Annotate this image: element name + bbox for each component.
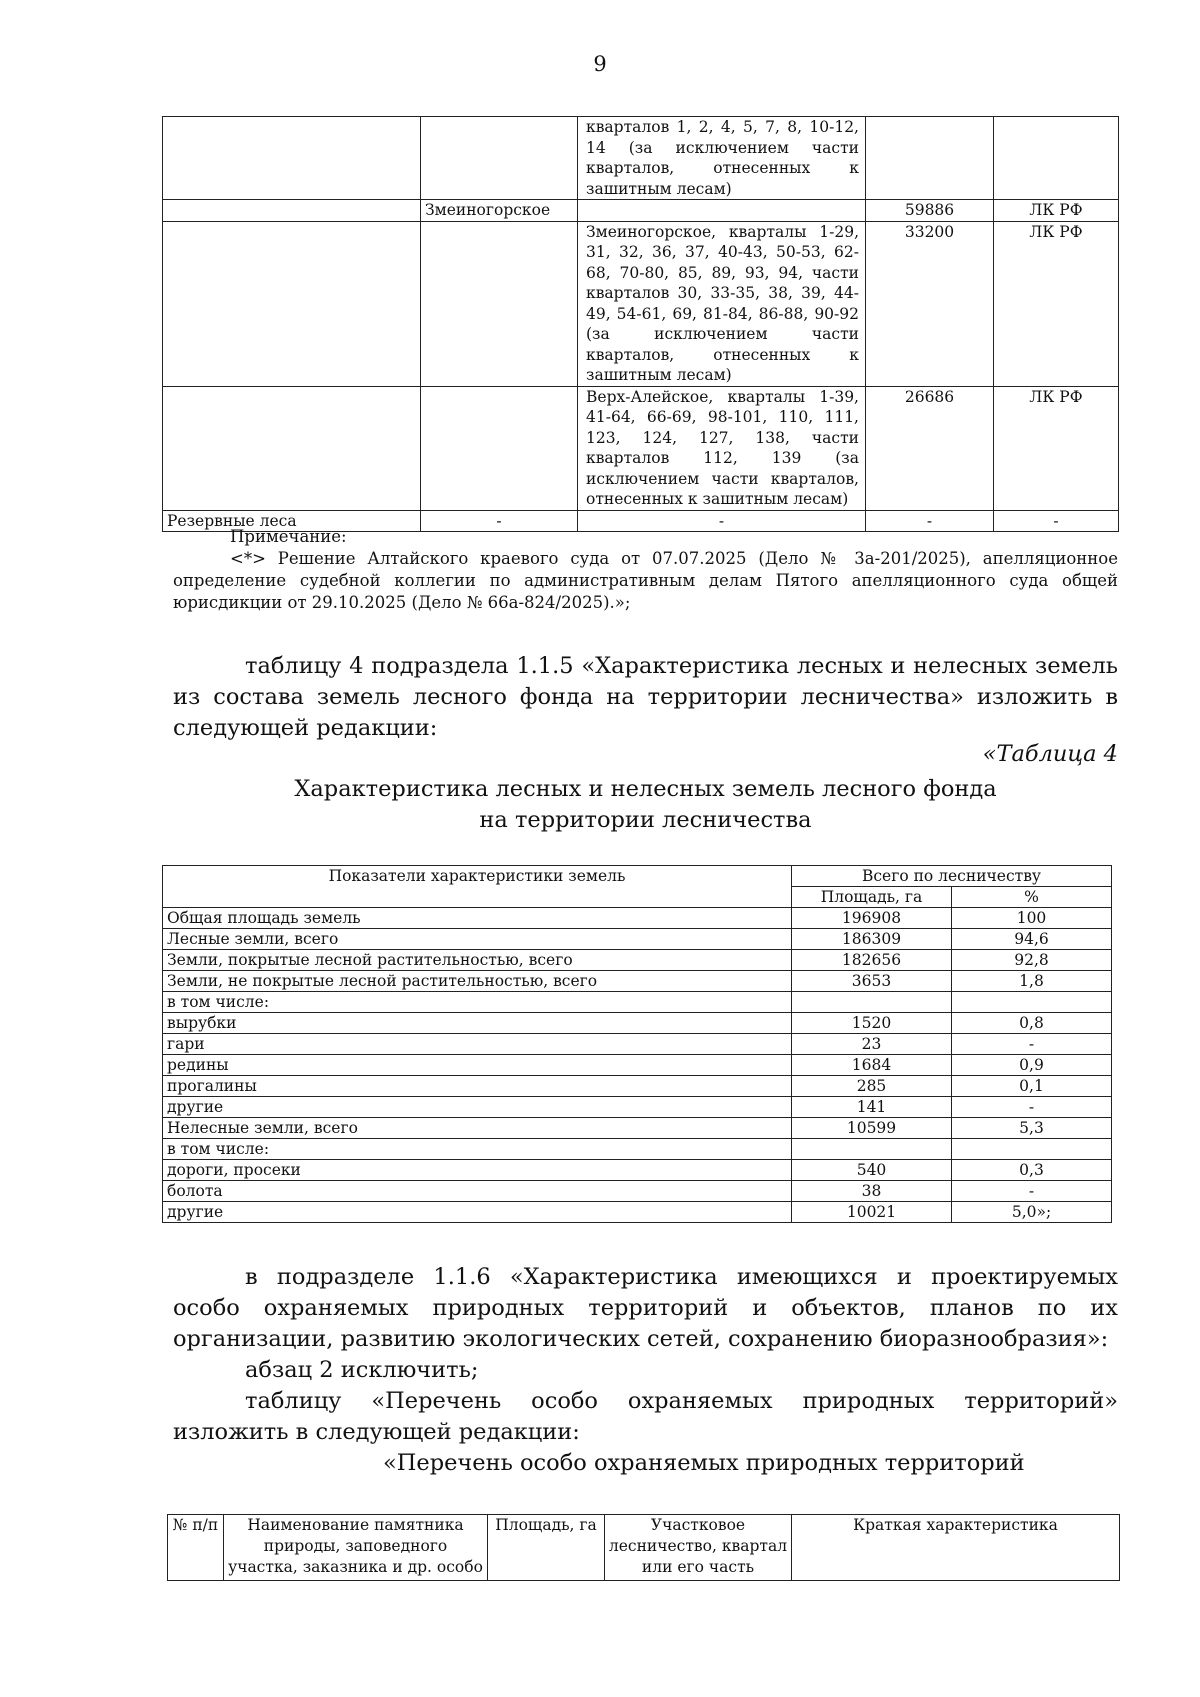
header-area: Площадь, га [792,887,952,908]
oopt-table [167,1514,1120,1581]
table-row [163,1202,1112,1223]
legal-basis: ЛК РФ [994,221,1119,386]
paragraph-table4-intro: таблицу 4 подраздела 1.1.5 «Характеристика лесных и нелесных земель из состава земель лесного фонда на территории лесничества» изложить в следующей редакции: [173,653,1118,741]
header-name: Наименование памятника природы, заповедного участка, заказника и др. особо [224,1515,488,1581]
paragraph-exclude: абзац 2 исключить; [245,1357,479,1383]
quarters-description: Верх-Алейское, кварталы 1-39, 41-64, 66-69, 98-101, 110, 111, 123, 124, 127, 138, части кварталов 112, 139 (за исключением части кварталов, отнесенных к зашитным лесам) [578,386,866,510]
area-value: 540 [792,1160,952,1181]
page-number: 9 [593,52,607,76]
percent-value: 94,6 [952,929,1112,950]
indicator-label: Лесные земли, всего [163,929,792,950]
quarters-description: кварталов 1, 2, 4, 5, 7, 8, 10-12, 14 (за исключением части кварталов, отнесенных к зашитным лесам) [578,117,866,200]
paragraph-subsection-116: в подразделе 1.1.6 «Характеристика имеющихся и проектируемых особо охраняемых природных территорий и объектов, планов по их организации, развитию экологических сетей, сохранению биоразнообразия»: [173,1264,1118,1352]
percent-value: 5,3 [952,1118,1112,1139]
percent-value: 0,8 [952,1013,1112,1034]
indicator-label: вырубки [163,1013,792,1034]
percent-value: 0,1 [952,1076,1112,1097]
area-value: 59886 [866,200,994,222]
percent-value: - [952,1034,1112,1055]
percent-value: 1,8 [952,971,1112,992]
note-heading: Примечание: [230,527,347,546]
indicator-label: Общая площадь земель [163,908,792,929]
table-row [163,221,1119,386]
indicator-label: болота [163,1181,792,1202]
percent-value: 5,0»; [952,1202,1112,1223]
area-value: 285 [792,1076,952,1097]
table4-title-line2: на территории лесничества [479,807,812,833]
table-row [163,386,1119,510]
table-row [163,1139,1112,1160]
reserve-forests-label: Резервные леса [163,510,421,532]
table-row [163,950,1112,971]
table-row [163,200,1119,222]
area-value: 10599 [792,1118,952,1139]
area-value: 26686 [866,386,994,510]
table4-label: «Таблица 4 [982,741,1118,767]
dash-cell: - [994,510,1119,532]
area-value: 3653 [792,971,952,992]
table-row [163,1097,1112,1118]
table4-title-line1: Характеристика лесных и нелесных земель лесного фонда [294,776,997,802]
indicator-label: в том числе: [163,1139,792,1160]
table-row [163,1034,1112,1055]
indicator-label: другие [163,1097,792,1118]
area-value: 1684 [792,1055,952,1076]
area-value [792,992,952,1013]
table-row [163,117,1119,200]
table-row [163,992,1112,1013]
percent-value [952,992,1112,1013]
indicator-label: прогалины [163,1076,792,1097]
percent-value: 0,3 [952,1160,1112,1181]
legal-basis: ЛК РФ [994,200,1119,222]
header-percent: % [952,887,1112,908]
header-total: Всего по лесничеству [792,866,1112,887]
table-row [163,929,1112,950]
table-row [163,1013,1112,1034]
table4-land-characteristics [162,865,1112,1223]
area-value: 196908 [792,908,952,929]
area-value: 38 [792,1181,952,1202]
table-row [163,908,1112,929]
percent-value: 100 [952,908,1112,929]
header-indicator: Показатели характеристики земель [163,866,792,908]
quarters-description: Змеиногорское, кварталы 1-29, 31, 32, 36, 37, 40-43, 50-53, 62-68, 70-80, 85, 89, 93, 94, части кварталов 30, 33-35, 38, 39, 44-49, 54-61, 69, 81-84, 86-88, 90-92 (за исключением части кварталов, отнесенных к зашитным лесам) [578,221,866,386]
table-row [163,971,1112,992]
percent-value: 92,8 [952,950,1112,971]
indicator-label: другие [163,1202,792,1223]
area-value: 186309 [792,929,952,950]
percent-value: - [952,1181,1112,1202]
legal-basis: ЛК РФ [994,386,1119,510]
table-row [163,1181,1112,1202]
oopt-title: «Перечень особо охраняемых природных территорий [383,1450,1025,1476]
percent-value: - [952,1097,1112,1118]
percent-value [952,1139,1112,1160]
dash-cell: - [578,510,866,532]
indicator-label: Земли, не покрытые лесной растительностью, всего [163,971,792,992]
area-value: 23 [792,1034,952,1055]
area-value: 10021 [792,1202,952,1223]
indicator-label: Нелесные земли, всего [163,1118,792,1139]
percent-value: 0,9 [952,1055,1112,1076]
area-value [792,1139,952,1160]
dash-cell: - [421,510,578,532]
area-value: 33200 [866,221,994,386]
area-value: 182656 [792,950,952,971]
note-text: <*> Решение Алтайского краевого суда от 07.07.2025 (Дело № 3а-201/2025), апелляционное определение судебной коллегии по административным делам Пятого апелляционного суда общей юрисдикции от 29.10.2025 (Дело № 66а-824/2025).»; [173,549,1118,612]
indicator-label: Земли, покрытые лесной растительностью, всего [163,950,792,971]
area-value: 1520 [792,1013,952,1034]
indicator-label: гари [163,1034,792,1055]
dash-cell: - [866,510,994,532]
indicator-label: в том числе: [163,992,792,1013]
header-area: Площадь, га [488,1515,605,1581]
paragraph-oopt-intro: таблицу «Перечень особо охраняемых природных территорий» изложить в следующей редакции: [173,1388,1118,1445]
table-row [163,1055,1112,1076]
header-description: Краткая характеристика [792,1515,1120,1581]
indicator-label: редины [163,1055,792,1076]
header-forestry: Участковое лесничество, квартал или его часть [605,1515,792,1581]
forestry-name: Змеиногорское [421,200,578,222]
header-number: № п/п [168,1515,224,1581]
area-value: 141 [792,1097,952,1118]
indicator-label: дороги, просеки [163,1160,792,1181]
table-row [163,1160,1112,1181]
continued-forests-table [162,116,1119,532]
table-row [163,1076,1112,1097]
table-row [163,1118,1112,1139]
